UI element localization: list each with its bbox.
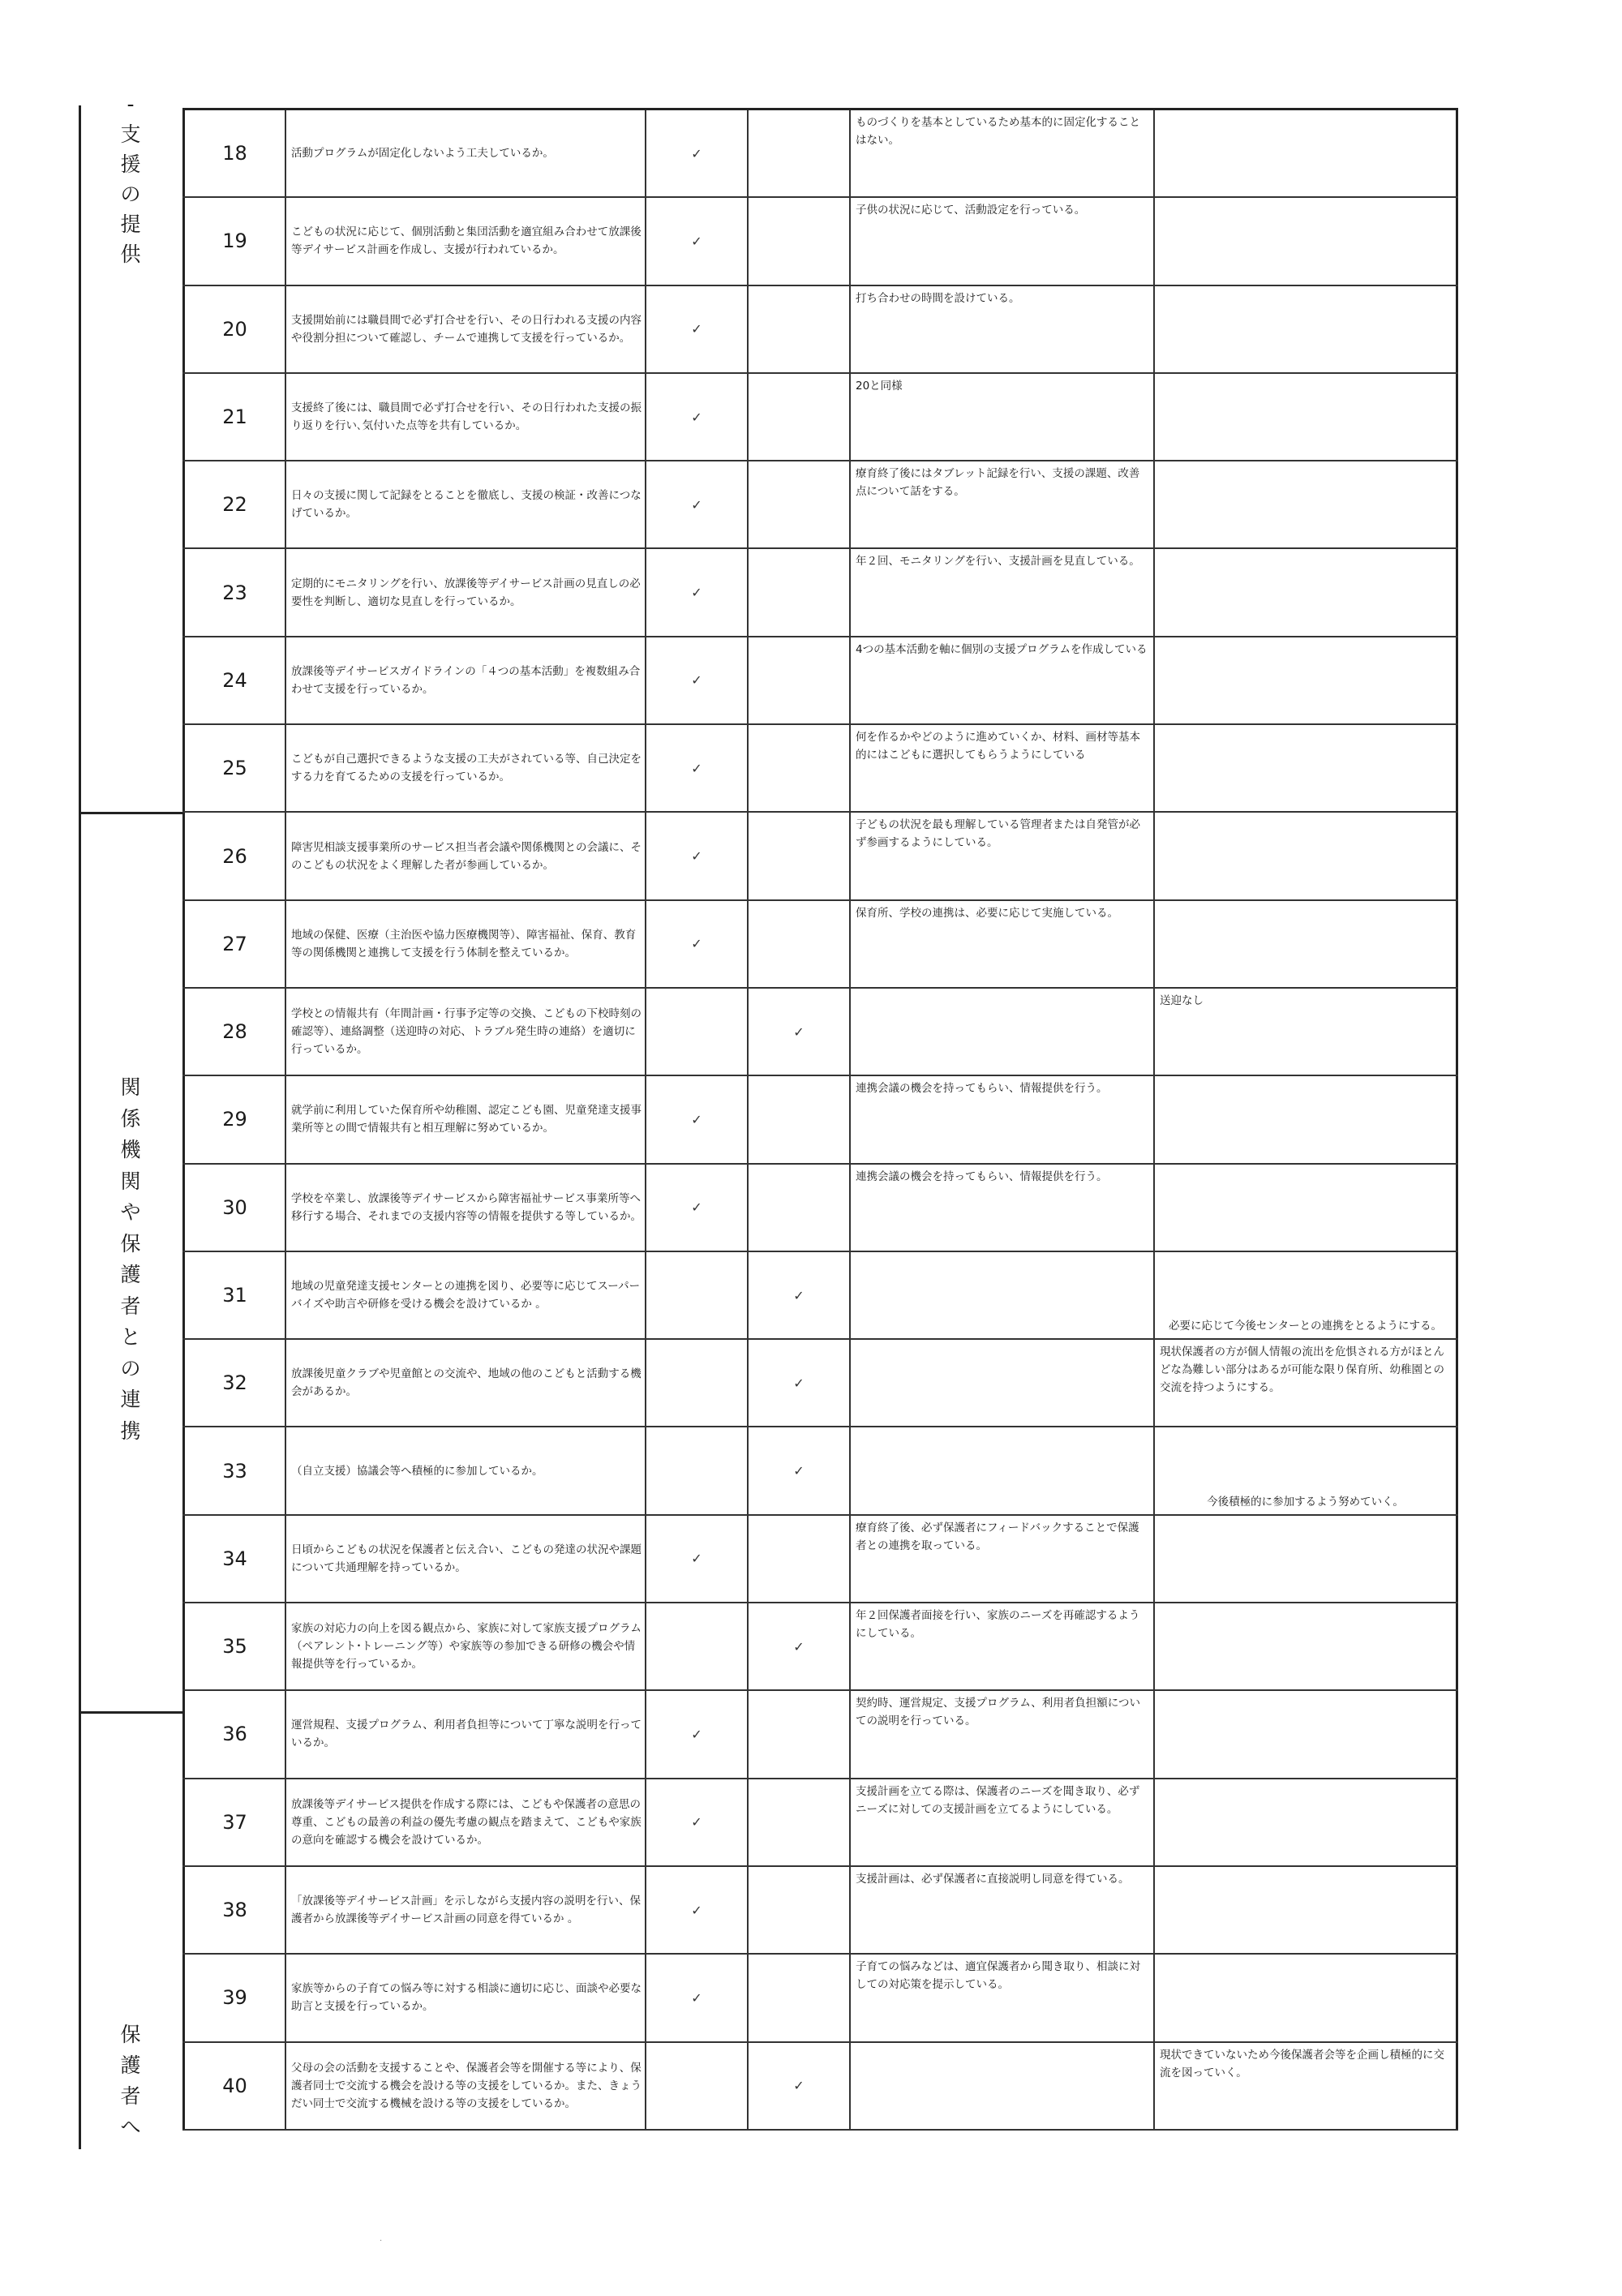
status-note: ものづくりを基本としているため基本的に固定化することはない。 (849, 110, 1153, 196)
improvement-plan (1153, 1076, 1458, 1162)
item-question (285, 286, 645, 372)
item-question (285, 1165, 645, 1251)
item-question (285, 1427, 645, 1513)
question-text: 障害児相談支援事業所のサービス担当者会議や関係機関との会議に、そのこどもの状況をよく理解した者が参画しているか。 (291, 840, 642, 872)
yes-cell (645, 637, 747, 723)
item-question (285, 901, 645, 987)
item-question (285, 461, 645, 547)
improvement-plan (1153, 374, 1458, 460)
section-char: や (120, 1200, 141, 1224)
status-note: 打ち合わせの時間を設けている。 (849, 286, 1153, 372)
section-char: 者 (120, 1294, 141, 1318)
table-row (182, 1165, 1458, 1252)
section-label-support (105, 89, 156, 269)
item-question (285, 549, 645, 635)
item-question (285, 1076, 645, 1162)
improvement-plan (1153, 1779, 1458, 1865)
status-note: 支援計画を立てる際は、保護者のニーズを聞き取り、必ずニーズに対しての支援計画を立てるようにしている。 (849, 1779, 1153, 1865)
question-text: 就学前に利用していた保育所や幼稚園、認定こども園、児童発達支援事業所等との間で情報共有と相互理解に努めているか。 (291, 1104, 642, 1135)
status-note (849, 1252, 1153, 1338)
section-char: 援 (120, 152, 141, 176)
yes-cell (645, 1427, 747, 1513)
check-mark-icon: ✓ (793, 1375, 805, 1391)
item-question (285, 725, 645, 811)
no-cell (747, 1252, 849, 1338)
check-mark-icon: ✓ (691, 1814, 702, 1830)
item-question (285, 637, 645, 723)
question-text: 父母の会の活動を支援することや、保護者会等を開催する等により、保護者同士で交流する機会を設ける等の支援をしているか。また、きょうだい同士で交流する機械を設ける等の支援をしているか。 (291, 2061, 642, 2110)
section-char: と (120, 1325, 141, 1349)
item-question (285, 1516, 645, 1602)
yes-cell (645, 1867, 747, 1953)
section-char: 提 (120, 212, 141, 236)
table-row (182, 1427, 1458, 1515)
status-note (849, 989, 1153, 1075)
no-cell (747, 286, 849, 372)
status-note: 子育ての悩みなどは、適宜保護者から聞き取り、相談に対しての対応策を提示している。 (849, 1955, 1153, 2041)
section-char: 関 (120, 1075, 141, 1099)
status-note: 保育所、学校の連携は、必要に応じて実施している。 (849, 901, 1153, 987)
table-row (182, 110, 1458, 198)
table-row (182, 1076, 1458, 1164)
table-row (182, 1691, 1458, 1779)
question-text: 支援開始前には職員間で必ず打合せを行い、その日行われる支援の内容や役割分担について確認し、チームで連携して支援を行っているか。 (291, 313, 642, 345)
item-number: 20 (182, 286, 285, 372)
improvement-plan (1153, 989, 1458, 1075)
yes-cell (645, 1603, 747, 1689)
item-number: 19 (182, 198, 285, 284)
item-number: 25 (182, 725, 285, 811)
check-mark-icon: ✓ (691, 1111, 702, 1127)
section-char: 保 (120, 1231, 141, 1255)
plan-text: 今後積極的に参加するよう努めていく。 (1207, 1495, 1404, 1508)
plan-text: 現状保護者の方が個人情報の流出を危惧される方がほとんどな為難しい部分はあるが可能な限り保育所、幼稚園との交流を持つようにする。 (1160, 1345, 1444, 1395)
section-char: 支 (120, 122, 141, 146)
check-mark-icon: ✓ (691, 760, 702, 776)
yes-cell (645, 198, 747, 284)
section-divider-2 (79, 1711, 182, 1714)
item-question (285, 813, 645, 899)
table-row (182, 2043, 1458, 2131)
question-text: こどもが自己選択できるような支援の工夫がされている等、自己決定をする力を育てるための支援を行っているか。 (291, 753, 642, 784)
question-text: 家族の対応力の向上を図る観点から、家族に対して家族支援プログラム（ペアレント･トレーニング等）や家族等の参加できる研修の機会や情報提供等を行っているか。 (291, 1622, 642, 1672)
table-row (182, 725, 1458, 813)
check-mark-icon: ✓ (793, 1024, 805, 1040)
evaluation-table (182, 108, 1458, 2131)
check-mark-icon: ✓ (691, 936, 702, 952)
item-number: 18 (182, 110, 285, 196)
improvement-plan (1153, 1427, 1458, 1513)
check-mark-icon: ✓ (691, 145, 702, 161)
check-mark-icon: ✓ (691, 1989, 702, 2006)
question-text: 放課後等デイサービス提供を作成する際には、こどもや保護者の意思の尊重、こどもの最善の利益の優先考慮の観点を踏まえて、こどもや家族の意向を確認する機会を設けているか。 (291, 1797, 642, 1847)
check-mark-icon: ✓ (691, 848, 702, 865)
yes-cell (645, 2043, 747, 2129)
yes-cell (645, 110, 747, 196)
plan-text: 送迎なし (1160, 994, 1204, 1007)
check-mark-icon: ✓ (691, 409, 702, 425)
check-mark-icon: ✓ (793, 1287, 805, 1303)
item-question (285, 1867, 645, 1953)
no-cell (747, 1779, 849, 1865)
status-note (849, 1427, 1153, 1513)
section-divider-1 (79, 812, 182, 814)
status-note: 療育終了後にはタブレット記録を行い、支援の課題、改善点について話をする。 (849, 461, 1153, 547)
item-number: 29 (182, 1076, 285, 1162)
item-question (285, 1691, 645, 1777)
check-mark-icon: ✓ (691, 1902, 702, 1918)
improvement-plan (1153, 1603, 1458, 1689)
section-char: 保 (120, 2023, 141, 2046)
question-text: 定期的にモニタリングを行い、放課後等デイサービス計画の見直しの必要性を判断し、適切な見直しを行っているか。 (291, 577, 641, 608)
status-note: 療育終了後、必ず保護者にフィードバックすることで保護者との連携を取っている。 (849, 1516, 1153, 1602)
question-text: 地域の保健、医療（主治医や協力医療機関等）、障害福祉、保育、教育等の関係機関と連携して支援を行う体制を整えているか。 (291, 928, 637, 959)
improvement-plan (1153, 637, 1458, 723)
no-cell (747, 989, 849, 1075)
check-mark-icon: ✓ (793, 1463, 805, 1479)
item-question (285, 2043, 645, 2129)
section-column-left-border (79, 105, 81, 2149)
no-cell (747, 198, 849, 284)
item-number: 36 (182, 1691, 285, 1777)
check-mark-icon: ✓ (691, 672, 702, 689)
status-note: 契約時、運営規定、支援プログラム、利用者負担額についての説明を行っている。 (849, 1691, 1153, 1777)
question-text: 放課後等デイサービスガイドラインの「４つの基本活動」を複数組み合わせて支援を行っているか。 (291, 664, 641, 696)
improvement-plan (1153, 1691, 1458, 1777)
table-row (182, 1340, 1458, 1427)
no-cell (747, 2043, 849, 2129)
no-cell (747, 1867, 849, 1953)
yes-cell (645, 1076, 747, 1162)
no-cell (747, 1691, 849, 1777)
improvement-plan (1153, 1252, 1458, 1338)
table-row (182, 374, 1458, 461)
status-note: 子供の状況に応じて、活動設定を行っている。 (849, 198, 1153, 284)
section-label-coordination (105, 1072, 156, 1447)
question-text: 支援終了後には、職員間で必ず打合せを行い、その日行われた支援の振り返りを行い､気付いた点等を共有しているか。 (291, 401, 642, 433)
table-row (182, 1603, 1458, 1691)
improvement-plan (1153, 198, 1458, 284)
item-number: 21 (182, 374, 285, 460)
item-number: 22 (182, 461, 285, 547)
question-text: 放課後児童クラブや児童館との交流や、地域の他のこどもと活動する機会があるか。 (291, 1367, 642, 1399)
item-number: 33 (182, 1427, 285, 1513)
item-number: 39 (182, 1955, 285, 2041)
status-note (849, 1340, 1153, 1426)
question-text: 学校を卒業し、放課後等デイサービスから障害福祉サービス事業所等へ移行する場合、それまでの支援内容等の情報を提供する等しているか。 (291, 1191, 642, 1223)
item-question (285, 1955, 645, 2041)
improvement-plan (1153, 901, 1458, 987)
yes-cell (645, 286, 747, 372)
yes-cell (645, 989, 747, 1075)
question-text: 運営規程、支援プログラム、利用者負担等について丁寧な説明を行っているか。 (291, 1719, 642, 1750)
no-cell (747, 1427, 849, 1513)
no-cell (747, 1955, 849, 2041)
question-text: 日々の支援に関して記録をとることを徹底し、支援の検証・改善につなげているか。 (291, 489, 642, 521)
question-text: 学校との情報共有（年間計画・行事予定等の交換、こどもの下校時刻の確認等）、連絡調整（送迎時の対応、トラブル発生時の連絡）を適切に行っているか。 (291, 1007, 642, 1057)
section-char: 護 (120, 2054, 141, 2077)
status-note: 連携会議の機会を持ってもらい、情報提供を行う。 (849, 1076, 1153, 1162)
status-note: 支援計画は、必ず保護者に直接説明し同意を得ている。 (849, 1867, 1153, 1953)
yes-cell (645, 1516, 747, 1602)
table-row (182, 461, 1458, 549)
status-note: 何を作るかやどのように進めていくか、材料、画材等基本的にはこどもに選択してもらうようにしている (849, 725, 1153, 811)
item-number: 32 (182, 1340, 285, 1426)
item-number: 26 (182, 813, 285, 899)
item-number: 31 (182, 1252, 285, 1338)
yes-cell (645, 725, 747, 811)
check-mark-icon: ✓ (691, 1726, 702, 1742)
check-mark-icon: ✓ (691, 321, 702, 337)
no-cell (747, 1165, 849, 1251)
no-cell (747, 549, 849, 635)
table-row (182, 1516, 1458, 1603)
no-cell (747, 1076, 849, 1162)
item-question (285, 110, 645, 196)
question-text: （自立支援）協議会等へ積極的に参加しているか。 (291, 1464, 543, 1478)
improvement-plan (1153, 1867, 1458, 1953)
status-note: 子どもの状況を最も理解している管理者または自発管が必ず参画するようにしている。 (849, 813, 1153, 899)
improvement-plan (1153, 1340, 1458, 1426)
check-mark-icon: ✓ (691, 233, 702, 249)
check-mark-icon: ✓ (691, 1551, 702, 1567)
item-number: 35 (182, 1603, 285, 1689)
table-row (182, 1252, 1458, 1340)
yes-cell (645, 1691, 747, 1777)
improvement-plan (1153, 461, 1458, 547)
section-char: 連 (120, 1388, 141, 1411)
table-row (182, 901, 1458, 989)
stray-mark: · (380, 2237, 383, 2246)
status-note (849, 2043, 1153, 2129)
improvement-plan (1153, 1955, 1458, 2041)
status-note: 連携会議の機会を持ってもらい、情報提供を行う。 (849, 1165, 1153, 1251)
yes-cell (645, 1252, 747, 1338)
check-mark-icon: ✓ (793, 2078, 805, 2094)
no-cell (747, 461, 849, 547)
no-cell (747, 110, 849, 196)
no-cell (747, 637, 849, 723)
item-question (285, 989, 645, 1075)
section-char: 携 (120, 1418, 141, 1443)
section-char: 護 (120, 1263, 141, 1286)
section-char: 者 (120, 2084, 141, 2108)
section-char: の (120, 182, 141, 206)
question-text: こどもの状況に応じて、個別活動と集団活動を適宜組み合わせて放課後等デイサービス計画を作成し、支援が行われているか。 (291, 225, 642, 257)
item-number: 23 (182, 549, 285, 635)
table-row (182, 198, 1458, 285)
no-cell (747, 1340, 849, 1426)
yes-cell (645, 901, 747, 987)
yes-cell (645, 461, 747, 547)
item-question (285, 1603, 645, 1689)
yes-cell (645, 1955, 747, 2041)
section-char: 係 (120, 1106, 141, 1131)
section-char: へ (120, 2115, 141, 2139)
status-note: 年２回、モニタリングを行い、支援計画を見直している。 (849, 549, 1153, 635)
no-cell (747, 901, 849, 987)
yes-cell (645, 1340, 747, 1426)
table-row (182, 1955, 1458, 2042)
section-char: 機 (120, 1138, 141, 1161)
check-mark-icon: ✓ (691, 1199, 702, 1216)
improvement-plan (1153, 110, 1458, 196)
item-number: 27 (182, 901, 285, 987)
question-text: 家族等からの子育ての悩み等に対する相談に適切に応じ、面談や必要な助言と支援を行っているか。 (291, 1982, 642, 2014)
question-text: 地域の児童発達支援センターとの連携を図り、必要等に応じてスーパーバイズや助言や研修を受ける機会を設けているか 。 (291, 1280, 641, 1311)
no-cell (747, 725, 849, 811)
question-text: 活動プログラムが固定化しないよう工夫しているか。 (291, 147, 554, 161)
status-note: 4つの基本活動を軸に個別の支援プログラムを作成している (849, 637, 1153, 723)
improvement-plan (1153, 725, 1458, 811)
item-number: 28 (182, 989, 285, 1075)
item-question (285, 1252, 645, 1338)
section-char: 供 (120, 242, 141, 266)
item-number: 34 (182, 1516, 285, 1602)
item-number: 40 (182, 2043, 285, 2129)
yes-cell (645, 549, 747, 635)
check-mark-icon: ✓ (691, 496, 702, 513)
plan-text: 必要に応じて今後センターとの連携をとるようにする。 (1169, 1320, 1442, 1333)
item-number: 37 (182, 1779, 285, 1865)
no-cell (747, 813, 849, 899)
status-note: 年２回保護者面接を行い、家族のニーズを再確認するようにしている。 (849, 1603, 1153, 1689)
table-row (182, 1867, 1458, 1955)
improvement-plan (1153, 286, 1458, 372)
item-number: 30 (182, 1165, 285, 1251)
table-row (182, 637, 1458, 725)
question-text: 日頃からこどもの状況を保護者と伝え合い、こどもの発達の状況や課題について共通理解を持っているか。 (291, 1543, 642, 1574)
no-cell (747, 1603, 849, 1689)
improvement-plan (1153, 549, 1458, 635)
status-note: 20と同様 (849, 374, 1153, 460)
no-cell (747, 1516, 849, 1602)
improvement-plan (1153, 2043, 1458, 2129)
check-mark-icon: ✓ (793, 1638, 805, 1654)
item-question (285, 1779, 645, 1865)
improvement-plan (1153, 813, 1458, 899)
yes-cell (645, 374, 747, 460)
table-row (182, 1779, 1458, 1867)
question-text: 「放課後等デイサービス計画」を示しながら支援内容の説明を行い、保護者から放課後等デイサービス計画の同意を得ているか 。 (291, 1895, 642, 1926)
table-row (182, 989, 1458, 1076)
plan-text: 現状できていないため今後保護者会等を企画し積極的に交流を図っていく。 (1160, 2048, 1444, 2079)
section-char: 関 (120, 1169, 141, 1193)
table-row (182, 813, 1458, 900)
table-row (182, 286, 1458, 374)
item-question (285, 198, 645, 284)
item-number: 38 (182, 1867, 285, 1953)
section-char: の (120, 1356, 141, 1380)
yes-cell (645, 1165, 747, 1251)
improvement-plan (1153, 1165, 1458, 1251)
yes-cell (645, 813, 747, 899)
item-number: 24 (182, 637, 285, 723)
table-row (182, 549, 1458, 637)
section-label-guardians (105, 2019, 156, 2143)
check-mark-icon: ✓ (691, 585, 702, 601)
item-question (285, 1340, 645, 1426)
section-char: - (127, 92, 135, 116)
no-cell (747, 374, 849, 460)
improvement-plan (1153, 1516, 1458, 1602)
yes-cell (645, 1779, 747, 1865)
item-question (285, 374, 645, 460)
